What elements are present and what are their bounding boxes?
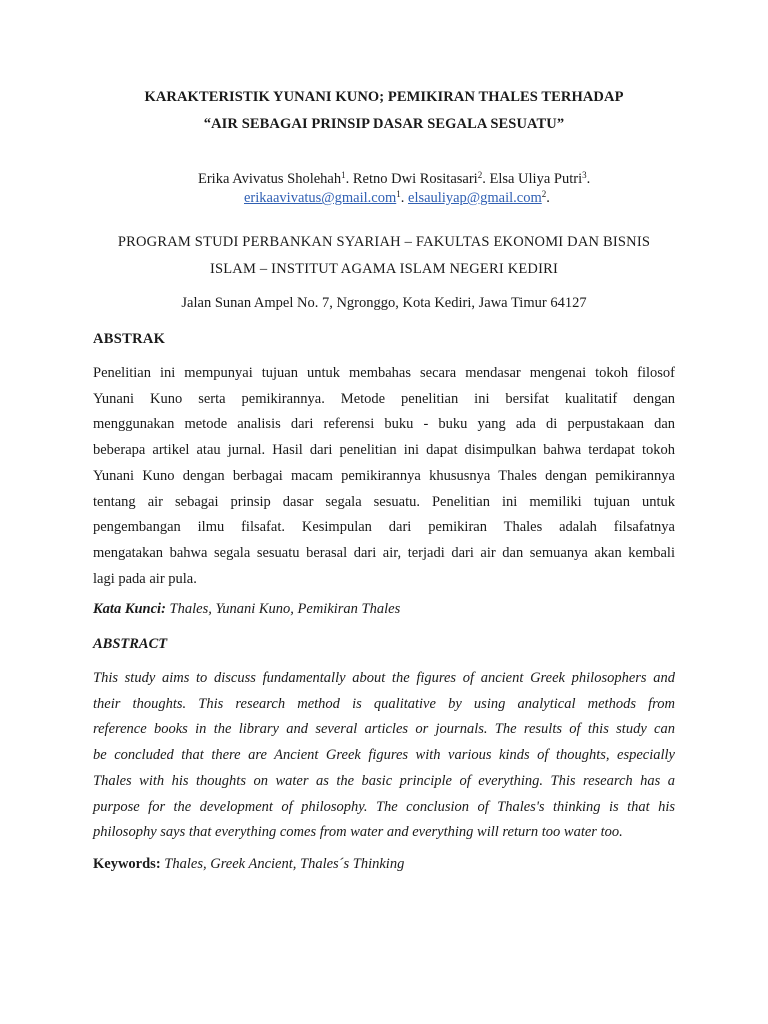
abstract-line: be concluded that there are Ancient Greek figures with various kinds of thoughts, especially [93, 747, 675, 764]
abstract-heading: ABSTRACT [93, 636, 168, 652]
email-2-affil: 2 [541, 189, 547, 199]
keywords-label: Keywords: [93, 856, 161, 872]
email-1-affil: 1 [396, 189, 401, 199]
abstrak-heading: ABSTRAK [93, 331, 166, 347]
email-link-1[interactable]: erikaavivatus@gmail.com [244, 190, 397, 206]
affiliation-line-2: ISLAM – INSTITUT AGAMA ISLAM NEGERI KEDIRI [209, 261, 559, 277]
affiliation-address: Jalan Sunan Ampel No. 7, Ngronggo, Kota Kediri, Jawa Timur 64127 [181, 295, 587, 311]
kata-kunci [93, 601, 400, 618]
abstract-line: This study aims to discuss fundamentally about the figures of ancient Greek philosophers and [93, 670, 675, 686]
abstrak-line: tentang air sebagai prinsip dasar segala sesuatu. Penelitian ini memiliki tujuan untuk [93, 493, 675, 510]
paper-title-line-1: KARAKTERISTIK YUNANI KUNO; PEMIKIRAN THALES TERHADAP [144, 89, 624, 105]
abstract-line: reference books in the library and several articles or journals. The results of this study can [93, 721, 675, 738]
author-1-name: Erika Avivatus Sholehah [198, 171, 342, 187]
abstrak-line: lagi pada air pula. [93, 570, 197, 587]
abstract-line: purpose for the development of philosophy. The conclusion of Thales's thinking is that his [93, 798, 675, 815]
kata-kunci-label: Kata Kunci: [93, 601, 166, 617]
abstrak-line: Yunani Kuno serta pemikirannya. Metode penelitian ini bersifat kualitatif dengan [93, 390, 675, 407]
email-list-end: . [546, 190, 550, 206]
paper-title-line-2: “AIR SEBAGAI PRINSIP DASAR SEGALA SESUATU” [203, 116, 565, 132]
author-3-affil: 3 [582, 170, 587, 180]
keywords [93, 856, 404, 873]
kata-kunci-text: Thales, Yunani Kuno, Pemikiran Thales [165, 601, 401, 617]
abstrak-line: Penelitian ini mempunyai tujuan untuk membahas secara mendasar mengenai tokoh filosof [93, 365, 675, 381]
author-emails [244, 190, 550, 207]
author-3-name: . Elsa Uliya Putri [482, 171, 583, 187]
abstract-line: Thales with his thoughts on water as the basic principle of everything. This research has a [93, 772, 675, 789]
author-2-name: . Retno Dwi Rositasari [345, 171, 478, 187]
keywords-text: Thales, Greek Ancient, Thales´s Thinking [160, 856, 405, 872]
abstrak-line: Yunani Kuno dengan berbagai macam pemikirannya khususnya Thales dengan pemikirannya [93, 467, 675, 484]
abstrak-line: mengatakan bahwa segala sesuatu berasal dari air, terjadi dari air dan semuanya akan kembali [93, 544, 675, 561]
abstrak-line: pengembangan ilmu filsafat. Kesimpulan dari pemikiran Thales adalah filsafatnya [93, 519, 675, 536]
email-separator: . [400, 190, 409, 206]
abstract-line: philosophy says that everything comes from water and everything will return too water too. [93, 824, 623, 841]
author-2-affil: 2 [477, 170, 483, 180]
abstrak-line: beberapa artikel atau jurnal. Hasil dari penelitian ini dapat disimpulkan bahwa terdapat tokoh [93, 442, 675, 459]
affiliation-line-1: PROGRAM STUDI PERBANKAN SYARIAH – FAKULTAS EKONOMI DAN BISNIS [117, 234, 651, 250]
abstract-body [93, 666, 675, 846]
abstrak-body [93, 361, 675, 592]
email-link-2[interactable]: elsauliyap@gmail.com [408, 190, 542, 206]
author-list-end: . [586, 171, 591, 187]
author-list [198, 171, 590, 188]
author-1-affil: 1 [341, 170, 346, 180]
abstract-line: their thoughts. This research method is qualitative by using analytical methods from [93, 695, 675, 712]
abstrak-line: menggunakan metode analisis dari referensi buku - buku yang ada di perpustakaan dan [93, 416, 675, 433]
